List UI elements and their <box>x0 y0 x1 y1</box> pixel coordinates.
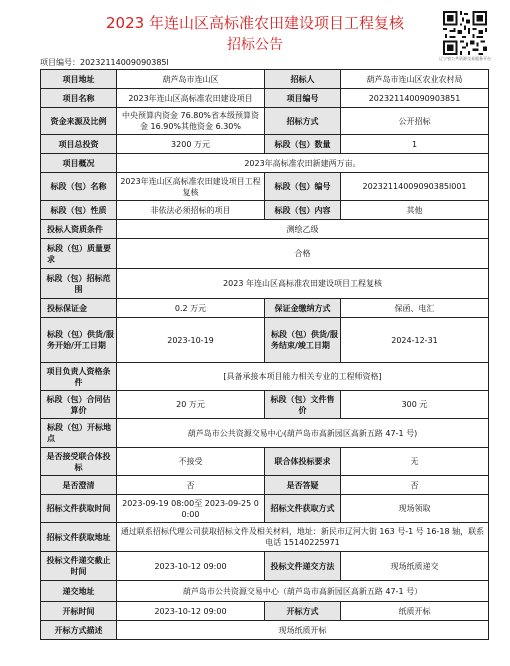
table-row <box>41 173 489 201</box>
table-row <box>41 299 489 318</box>
table-row <box>41 220 489 239</box>
row-label: 项目负责人资格条件 <box>41 363 117 391</box>
row-value: 现场纸质递交 <box>341 552 489 581</box>
row-value: 现场领取 <box>341 495 489 523</box>
row-value: 保函、电汇 <box>341 299 489 318</box>
row-label: 项目编号 <box>265 89 341 108</box>
row-value: 2023-10-12 09:00 <box>117 552 265 581</box>
project-number: 项目编号：20232114009090385l <box>40 58 169 67</box>
row-value: 其他 <box>341 201 489 220</box>
row-label: 开标时间 <box>41 602 117 621</box>
table-row <box>41 269 489 299</box>
table-row <box>41 239 489 269</box>
row-value: 2023年连山区高标准农田建设项目工程复核 <box>117 173 265 201</box>
row-value: 否 <box>117 476 265 495</box>
row-label: 项目概况 <box>41 154 117 173</box>
row-label: 联合体投标要求 <box>265 448 341 476</box>
row-label: 标段（包）招标范围 <box>41 269 117 299</box>
table-row <box>41 201 489 220</box>
row-label: 投标文件递交截止时间 <box>41 552 117 581</box>
row-label: 投标文件递交方法 <box>265 552 341 581</box>
row-label: 是否答疑 <box>265 476 341 495</box>
row-label: 标段（包）文件售价 <box>265 391 341 419</box>
table-row <box>41 523 489 552</box>
row-label: 项目总投资 <box>41 135 117 154</box>
row-value: 否 <box>341 476 489 495</box>
table-row <box>41 363 489 391</box>
row-value: 中央预算内资金 76.80%省本级预算资金 16.90%其他资金 6.30% <box>117 108 265 135</box>
row-label: 标段（包）数量 <box>265 135 341 154</box>
qr-caption: 辽宁省公共资源交易服务平台 <box>439 56 491 61</box>
row-label: 是否接受联合体投标 <box>41 448 117 476</box>
table-row <box>41 602 489 621</box>
row-value: 无 <box>341 448 489 476</box>
row-value: 葫芦岛市公共资源交易中心(葫芦岛市高新园区高新五路 47-1 号) <box>117 419 489 448</box>
row-label: 开标方式 <box>265 602 341 621</box>
row-label: 招标人 <box>265 70 341 89</box>
table-row <box>41 154 489 173</box>
row-value: 2023-09-19 08:00至 2023-09-25 00:00 <box>117 495 265 523</box>
row-label: 标段（包）开标地点 <box>41 419 117 448</box>
row-value: 合格 <box>117 239 489 269</box>
row-value: 非依法必须招标的项目 <box>117 201 265 220</box>
qr-code-icon <box>443 11 487 55</box>
row-value: 纸质开标 <box>341 602 489 621</box>
row-value: 葫芦岛市连山区 <box>117 70 265 89</box>
row-value: 2023-10-19 <box>117 318 265 363</box>
row-value: 葫芦岛市公共资源交易中心（葫芦岛市高新园区高新五路 47-1 号） <box>117 581 489 602</box>
row-label: 招标文件获取地址 <box>41 523 117 552</box>
row-value: 公开招标 <box>341 108 489 135</box>
row-value: 3200 万元 <box>117 135 265 154</box>
table-row <box>41 135 489 154</box>
row-value: 0.2 万元 <box>117 299 265 318</box>
row-value: 300 元 <box>341 391 489 419</box>
row-value: [具备承接本项目能力相关专业的工程师资格] <box>117 363 489 391</box>
row-value: 2023年连山区高标准农田建设项目 <box>117 89 265 108</box>
table-row <box>41 581 489 602</box>
row-label: 标段（包）合同估算价 <box>41 391 117 419</box>
table-row <box>41 448 489 476</box>
row-label: 保证金缴纳方式 <box>265 299 341 318</box>
row-label: 标段（包）供货/服务开始/开工日期 <box>41 318 117 363</box>
table-row <box>41 552 489 581</box>
row-value: 2024-12-31 <box>341 318 489 363</box>
notice-title: 2023 年连山区高标准农田建设项目工程复核 <box>106 14 404 32</box>
row-value: 测绘乙级 <box>117 220 489 239</box>
row-label: 招标方式 <box>265 108 341 135</box>
row-value: 葫芦岛市连山区农业农村局 <box>341 70 489 89</box>
row-value: 2023年高标准农田新建两万亩。 <box>117 154 489 173</box>
row-value: 20232114009090385l001 <box>341 173 489 201</box>
row-label: 投标人资质条件 <box>41 220 117 239</box>
row-value: 2023-10-12 09:00 <box>117 602 265 621</box>
row-label: 递交地址 <box>41 581 117 602</box>
row-value: 20 万元 <box>117 391 265 419</box>
row-label: 标段（包）名称 <box>41 173 117 201</box>
row-label: 标段（包）质量要求 <box>41 239 117 269</box>
row-label: 开标方式描述 <box>41 621 117 640</box>
tender-info-table <box>40 69 489 640</box>
table-row <box>41 108 489 135</box>
row-value: 2023 年连山区高标准农田建设项目工程复核 <box>117 269 489 299</box>
row-value: 现场纸质开标 <box>117 621 489 640</box>
row-label: 资金来源及比例 <box>41 108 117 135</box>
row-value: 不接受 <box>117 448 265 476</box>
row-value: 通过联系招标代理公司获取招标文件及相关材料，地址：新民市辽河大街 163 号-1 号 16-18 轴，联系电话 15140225971 <box>117 523 489 552</box>
row-label: 标段（包）性质 <box>41 201 117 220</box>
row-label: 投标保证金 <box>41 299 117 318</box>
table-row <box>41 419 489 448</box>
row-label: 标段（包）供货/服务结束/竣工日期 <box>265 318 341 363</box>
table-row <box>41 391 489 419</box>
table-row <box>41 70 489 89</box>
row-value: 1 <box>341 135 489 154</box>
row-label: 是否澄清 <box>41 476 117 495</box>
table-row <box>41 318 489 363</box>
row-label: 标段（包）编号 <box>265 173 341 201</box>
notice-subtitle: 招标公告 <box>227 37 283 53</box>
row-label: 项目地址 <box>41 70 117 89</box>
row-label: 招标文件获取方式 <box>265 495 341 523</box>
table-row <box>41 89 489 108</box>
row-label: 招标文件获取时间 <box>41 495 117 523</box>
table-row <box>41 476 489 495</box>
row-label: 项目名称 <box>41 89 117 108</box>
table-row <box>41 495 489 523</box>
row-value: 202321140090903851 <box>341 89 489 108</box>
table-row <box>41 621 489 640</box>
row-label: 标段（包）内容 <box>265 201 341 220</box>
